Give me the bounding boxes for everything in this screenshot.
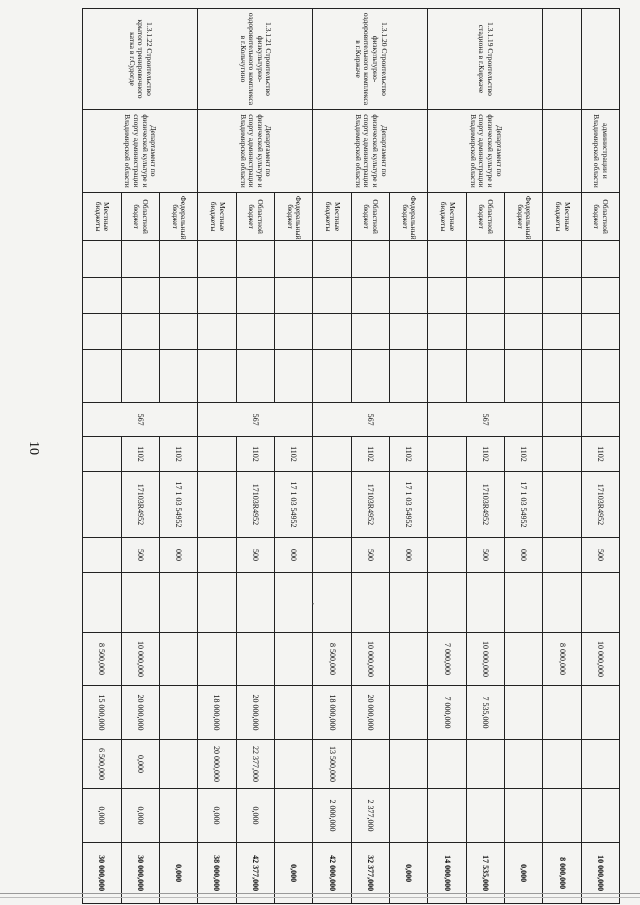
code-cell [581, 402, 619, 436]
amount-cell [543, 685, 581, 740]
scan-edge-line [0, 893, 640, 894]
amount-cell [274, 788, 312, 843]
source-cell: Областной бюджет [351, 192, 389, 240]
empty-cell [159, 277, 197, 313]
rotated-table-wrapper [82, 8, 620, 904]
code-cell: 17 1 03 54952 [159, 471, 197, 538]
empty-cell [389, 314, 427, 350]
department-cell: Департамент по физической культуре и спорту администрации Владимирской области [313, 110, 428, 193]
source-cell: Областной бюджет [236, 192, 274, 240]
empty-cell [236, 350, 274, 403]
code-cell: 000 [274, 538, 312, 572]
amount-cell [428, 572, 466, 633]
page-number: 10 [26, 441, 41, 455]
amount-cell [428, 788, 466, 843]
amount-cell: 8 500,000 [313, 633, 351, 686]
table-row [543, 9, 581, 904]
amount-cell: 0,000 [83, 788, 122, 843]
amount-cell [581, 685, 619, 740]
empty-cell [428, 241, 466, 277]
amount-cell: 10 000,000 [351, 633, 389, 686]
empty-cell [313, 241, 351, 277]
code-cell: 500 [581, 538, 619, 572]
code-cell [428, 471, 466, 538]
empty-cell [121, 350, 159, 403]
source-cell: Федеральный бюджет [159, 192, 197, 240]
table-row [504, 9, 542, 904]
item-cell: 1.3.1.19 Строительство стадиона в г.Киржаче [428, 9, 543, 110]
empty-cell [389, 241, 427, 277]
amount-cell: 8 000,000 [543, 633, 581, 686]
total-cell: 10 000,000 [581, 843, 619, 904]
amount-cell [313, 572, 351, 633]
code-cell [313, 538, 351, 572]
empty-cell [313, 350, 351, 403]
empty-cell [198, 314, 236, 350]
amount-cell: 0,000 [236, 788, 274, 843]
total-cell: 0,000 [389, 843, 427, 904]
empty-cell [83, 241, 122, 277]
empty-cell [121, 241, 159, 277]
amount-cell [389, 685, 427, 740]
code-cell: 1102 [236, 437, 274, 471]
amount-cell: 20 000,000 [351, 685, 389, 740]
total-cell: 38 000,000 [198, 843, 236, 904]
code-cell: 500 [121, 538, 159, 572]
code-cell: 17 1 03 54952 [504, 471, 542, 538]
code-cell: 1102 [274, 437, 312, 471]
code-cell: 17 1 03 54952 [389, 471, 427, 538]
department-cell [543, 110, 581, 193]
source-cell: Местные бюджеты [198, 192, 236, 240]
code-cell: 1102 [159, 437, 197, 471]
amount-cell [121, 572, 159, 633]
amount-cell [504, 740, 542, 788]
source-cell: Областной бюджет [121, 192, 159, 240]
empty-cell [466, 314, 504, 350]
code-cell: 1102 [351, 437, 389, 471]
code-cell: 17103R4952 [466, 471, 504, 538]
empty-cell [351, 241, 389, 277]
amount-cell [466, 788, 504, 843]
code-cell [83, 471, 122, 538]
amount-cell [274, 740, 312, 788]
code-cell [198, 471, 236, 538]
empty-cell [236, 241, 274, 277]
empty-cell [351, 277, 389, 313]
code-cell: 17103R4952 [581, 471, 619, 538]
empty-cell [543, 241, 581, 277]
empty-cell [274, 350, 312, 403]
empty-cell [274, 277, 312, 313]
code-cell [428, 437, 466, 471]
amount-cell: 20 000,000 [236, 685, 274, 740]
item-cell [581, 9, 619, 110]
total-cell: 42 377,000 [236, 843, 274, 904]
amount-cell [581, 740, 619, 788]
empty-cell [83, 314, 122, 350]
source-cell: Местные бюджеты [313, 192, 351, 240]
department-cell: Департамент по физической культуре и спорту администрации Владимирской области [428, 110, 543, 193]
empty-cell [274, 241, 312, 277]
budget-table [82, 8, 620, 904]
item-cell: 1.3.1.20 Строительство физкультурно-оздоровительного комплекса в г.Киржаче [313, 9, 428, 110]
amount-cell: 2 377,000 [351, 788, 389, 843]
code-cell: 1102 [389, 437, 427, 471]
empty-cell [83, 277, 122, 313]
amount-cell [274, 572, 315, 633]
amount-cell: 0,000 [121, 740, 159, 788]
code-cell: 567 [428, 402, 543, 436]
code-cell [198, 437, 236, 471]
amount-cell: 7 000,000 [428, 633, 466, 686]
total-cell: 0,000 [504, 843, 542, 904]
department-cell: Департамент по физической культуре и спорту администрации Владимирской области [198, 110, 313, 193]
empty-cell [313, 277, 351, 313]
code-cell: 000 [504, 538, 542, 572]
source-cell: Областной бюджет [466, 192, 504, 240]
empty-cell [543, 350, 581, 403]
total-cell: 17 535,000 [466, 843, 504, 904]
amount-cell: 7 535,000 [466, 685, 504, 740]
table-row [389, 9, 427, 904]
empty-cell [504, 350, 542, 403]
item-cell: 1.3.1.22 Строительство крытого тренировочного катка в г.Судогде [83, 9, 198, 110]
table-row [159, 9, 197, 904]
empty-cell [159, 314, 197, 350]
amount-cell: 0,000 [198, 788, 236, 843]
amount-cell [581, 788, 619, 843]
amount-cell [274, 633, 312, 686]
amount-cell: 10 000,000 [121, 633, 159, 686]
code-cell: 1102 [121, 437, 159, 471]
amount-cell [236, 572, 274, 633]
amount-cell [159, 788, 197, 843]
total-cell: 32 377,000 [351, 843, 389, 904]
amount-cell [389, 740, 427, 788]
amount-cell: 20 000,000 [198, 740, 236, 788]
code-cell: 17103R4952 [121, 471, 159, 538]
amount-cell [389, 633, 427, 686]
scan-edge-line [0, 897, 640, 898]
code-cell [543, 437, 581, 471]
stray-mark: • [312, 602, 315, 608]
amount-cell [466, 740, 504, 788]
code-cell [83, 437, 122, 471]
code-cell [543, 402, 581, 436]
department-cell: Департамент по физической культуре и спорту администрации Владимирской области [83, 110, 198, 193]
amount-cell [543, 788, 581, 843]
empty-cell [159, 241, 197, 277]
source-cell: Областной бюджет [581, 192, 619, 240]
empty-cell [581, 277, 619, 313]
source-cell: Федеральный бюджет [389, 192, 427, 240]
total-cell: 8 000,000 [543, 843, 581, 904]
amount-cell [504, 633, 542, 686]
empty-cell [543, 314, 581, 350]
item-cell: 1.3.1.21 Строительство физкультурно-оздоровительного комплекса в г.Кольчугино [198, 9, 313, 110]
code-cell: 500 [466, 538, 504, 572]
amount-cell: 18 000,000 [313, 685, 351, 740]
amount-cell [389, 788, 427, 843]
amount-cell [159, 633, 197, 686]
amount-cell [466, 572, 504, 633]
amount-cell [274, 685, 312, 740]
total-cell: 0,000 [159, 843, 197, 904]
code-cell: 500 [236, 538, 274, 572]
amount-cell [198, 572, 236, 633]
empty-cell [198, 277, 236, 313]
source-cell: Федеральный бюджет [274, 192, 312, 240]
code-cell: 17103R4952 [236, 471, 274, 538]
amount-cell [504, 685, 542, 740]
amount-cell [198, 633, 236, 686]
amount-cell [389, 572, 427, 633]
empty-cell [121, 314, 159, 350]
amount-cell: 13 500,000 [313, 740, 351, 788]
amount-cell: 7 000,000 [428, 685, 466, 740]
empty-cell [198, 350, 236, 403]
amount-cell [428, 740, 466, 788]
code-cell: 500 [351, 538, 389, 572]
total-cell: 42 000,000 [313, 843, 351, 904]
empty-cell [581, 314, 619, 350]
amount-cell [581, 572, 619, 633]
empty-cell [466, 277, 504, 313]
code-cell: 567 [83, 402, 198, 436]
code-cell: 000 [389, 538, 427, 572]
empty-cell [313, 314, 351, 350]
amount-cell [351, 572, 389, 633]
amount-cell [543, 740, 581, 788]
empty-cell [581, 241, 619, 277]
code-cell [543, 538, 581, 572]
empty-cell [236, 277, 274, 313]
empty-cell [581, 350, 619, 403]
empty-cell [389, 277, 427, 313]
amount-cell [543, 572, 581, 633]
amount-cell: 6 500,000 [83, 740, 122, 788]
amount-cell [159, 685, 197, 740]
amount-cell: 10 000,000 [466, 633, 504, 686]
amount-cell: 22 377,000 [236, 740, 274, 788]
amount-cell: 10 000,000 [581, 633, 619, 686]
amount-cell [504, 788, 542, 843]
amount-cell: 15 000,000 [83, 685, 122, 740]
total-cell: 14 000,000 [428, 843, 466, 904]
table-row [274, 9, 312, 904]
table-row [581, 9, 619, 904]
code-cell [83, 538, 122, 572]
code-cell: 000 [159, 538, 197, 572]
empty-cell [159, 350, 197, 403]
empty-cell [198, 241, 236, 277]
empty-cell [389, 350, 427, 403]
empty-cell [274, 314, 312, 350]
empty-cell [504, 314, 542, 350]
item-cell [543, 9, 581, 110]
source-cell: Местные бюджеты [428, 192, 466, 240]
amount-cell: 18 000,000 [198, 685, 236, 740]
empty-cell [351, 314, 389, 350]
empty-cell [543, 277, 581, 313]
code-cell [198, 538, 236, 572]
amount-cell [159, 740, 197, 788]
code-cell: 1102 [581, 437, 619, 471]
code-cell [543, 471, 581, 538]
code-cell: 567 [198, 402, 313, 436]
empty-cell [83, 350, 122, 403]
empty-cell [504, 241, 542, 277]
amount-cell [83, 572, 122, 633]
amount-cell [159, 572, 197, 633]
empty-cell [466, 241, 504, 277]
total-cell: 30 000,000 [121, 843, 159, 904]
amount-cell [351, 740, 389, 788]
source-cell: Федеральный бюджет [504, 192, 542, 240]
empty-cell [504, 277, 542, 313]
code-cell: 1102 [466, 437, 504, 471]
empty-cell [121, 277, 159, 313]
source-cell: Местные бюджеты [83, 192, 122, 240]
code-cell: 567 [313, 402, 428, 436]
source-cell: Местные бюджеты [543, 192, 581, 240]
empty-cell [428, 277, 466, 313]
amount-cell [236, 633, 274, 686]
empty-cell [428, 350, 466, 403]
empty-cell [466, 350, 504, 403]
empty-cell [236, 314, 274, 350]
code-cell [428, 538, 466, 572]
amount-cell: 8 500,000 [83, 633, 122, 686]
amount-cell: 2 000,000 [313, 788, 351, 843]
code-cell: 1102 [504, 437, 542, 471]
total-cell: 30 000,000 [83, 843, 122, 904]
code-cell: 17103R4952 [351, 471, 389, 538]
code-cell [313, 471, 351, 538]
code-cell [313, 437, 351, 471]
code-cell: 17 1 03 54952 [274, 471, 312, 538]
amount-cell [504, 572, 542, 633]
department-cell: администрации и Владимирской области [581, 110, 619, 193]
empty-cell [351, 350, 389, 403]
total-cell: 0,000 [274, 843, 312, 904]
empty-cell [428, 314, 466, 350]
amount-cell: 0,000 [121, 788, 159, 843]
amount-cell: 20 000,000 [121, 685, 159, 740]
